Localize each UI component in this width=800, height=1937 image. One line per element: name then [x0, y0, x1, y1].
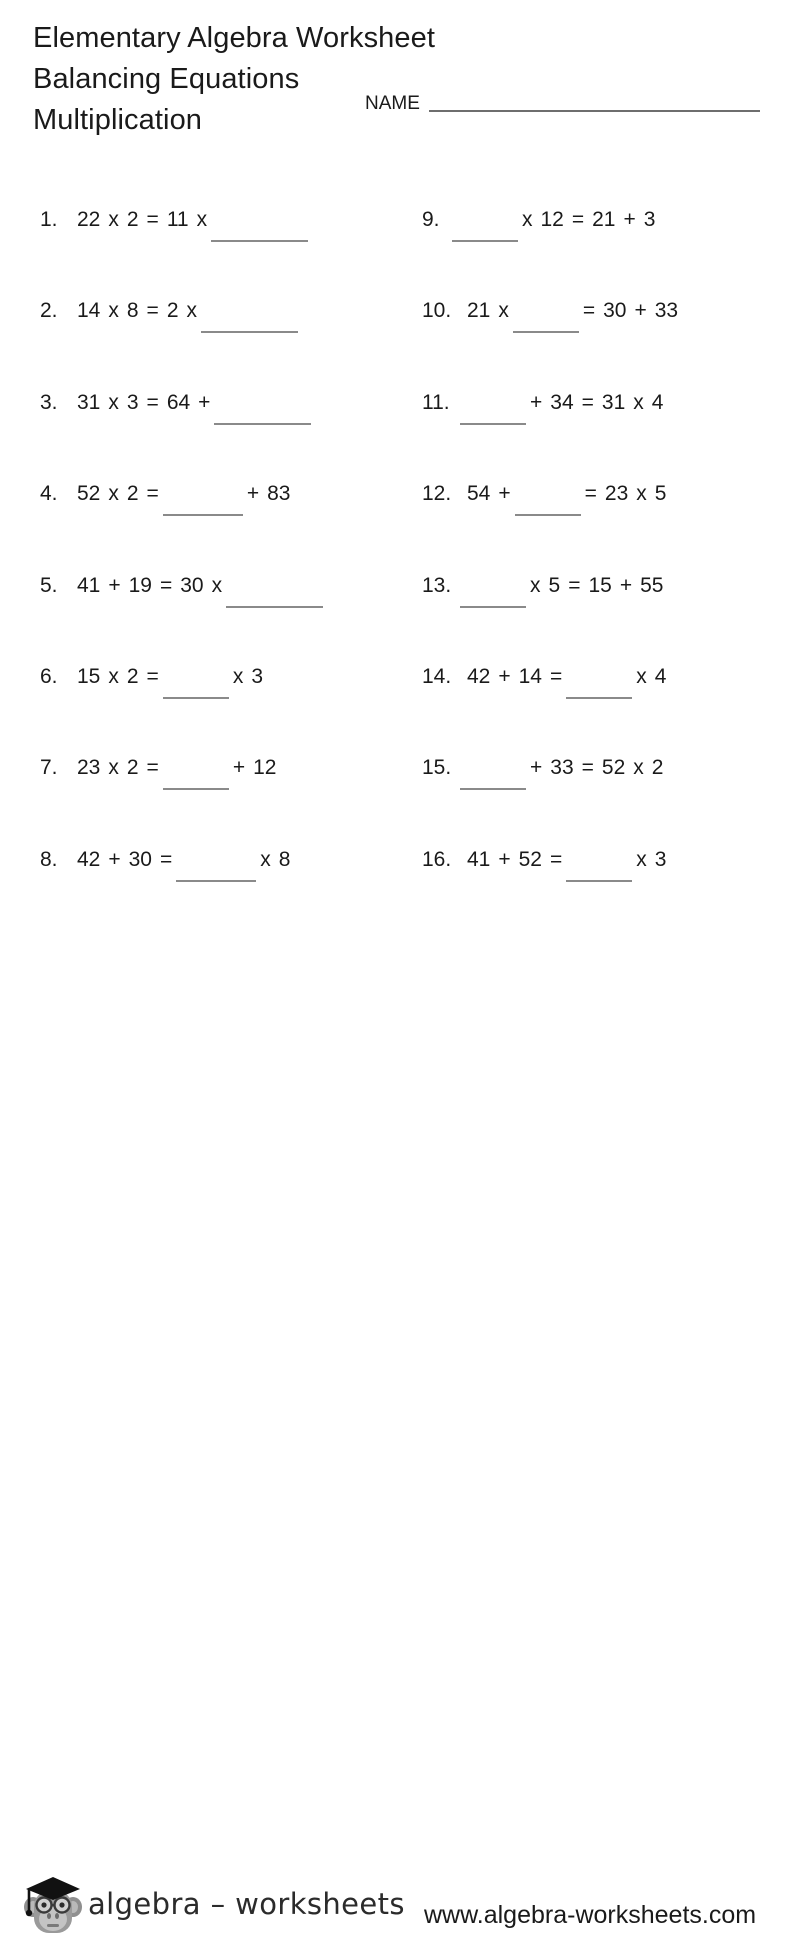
equation-token: 52 — [518, 847, 542, 871]
equation-token: 19 — [128, 573, 152, 597]
problem-number: 9. — [422, 208, 440, 231]
equation-token: = — [159, 847, 173, 871]
equation-token: = — [571, 208, 585, 231]
problem-6 — [40, 664, 267, 690]
problem-2 — [40, 298, 298, 324]
equation-token: = — [146, 208, 159, 231]
worksheet-header — [33, 22, 773, 137]
equation-token: x — [196, 208, 208, 231]
equation-token: 83 — [267, 482, 291, 506]
equation-token: 15 — [77, 664, 101, 688]
problem-number: 6. — [40, 664, 58, 688]
problem-grid — [0, 207, 800, 938]
answer-blank[interactable] — [460, 390, 526, 416]
answer-blank[interactable] — [566, 847, 632, 873]
equation-token: 2 — [126, 664, 139, 688]
equation-token: x — [636, 847, 647, 871]
graduate-ape-mascot-icon — [22, 1871, 84, 1937]
equation-token: 34 — [550, 390, 574, 414]
equation-token: 12 — [253, 756, 277, 780]
equation-token: + — [232, 756, 246, 780]
equation-token: + — [246, 482, 260, 506]
problem-13 — [422, 573, 667, 599]
problem-5 — [40, 573, 323, 599]
problem-1 — [40, 207, 308, 233]
equation-token: x — [260, 847, 271, 871]
problem-number: 12. — [422, 482, 452, 506]
equation-token: x — [108, 482, 119, 506]
equation-token: 2 — [166, 299, 179, 323]
name-label: NAME — [365, 93, 420, 114]
problem-7 — [40, 755, 280, 781]
equation-token: + — [108, 847, 121, 871]
problem-11 — [422, 390, 667, 416]
problem-number: 1. — [40, 208, 58, 231]
equation-token: 21 — [467, 299, 491, 323]
equation-token: x — [530, 573, 541, 597]
equation-token: 55 — [640, 573, 664, 597]
problem-number: 3. — [40, 390, 58, 414]
equation-token: 41 — [467, 847, 491, 871]
brand-name: algebra – worksheets — [88, 1887, 405, 1921]
equation-token: 4 — [654, 664, 667, 688]
answer-blank[interactable] — [460, 755, 526, 781]
equation-token: 8 — [126, 299, 139, 323]
problem-number: 14. — [422, 664, 452, 688]
problem-row — [0, 207, 800, 298]
equation-token: 23 — [604, 482, 629, 506]
problem-9 — [422, 207, 659, 233]
answer-blank[interactable] — [515, 481, 581, 507]
equation-token: = — [582, 299, 596, 323]
problem-row — [0, 755, 800, 846]
equation-token: 5 — [548, 573, 561, 597]
problem-15 — [422, 755, 667, 781]
equation-token: 42 — [77, 847, 101, 871]
equation-token: 52 — [601, 756, 626, 780]
equation-token: = — [549, 664, 563, 688]
problem-number: 5. — [40, 573, 58, 597]
equation-token: + — [634, 299, 647, 323]
equation-token: = — [159, 573, 173, 597]
equation-token: 3 — [643, 208, 656, 231]
problem-number: 8. — [40, 847, 58, 871]
equation-token: + — [108, 573, 121, 597]
problem-number: 11. — [422, 390, 450, 414]
equation-token: = — [549, 847, 563, 871]
answer-blank[interactable] — [460, 573, 526, 599]
equation-token: 14 — [77, 299, 101, 323]
equation-token: 2 — [651, 756, 664, 780]
problem-number: 10. — [422, 299, 452, 323]
worksheet-footer — [0, 935, 800, 1929]
equation-token: 22 — [77, 208, 101, 231]
equation-token: 3 — [654, 847, 667, 871]
equation-token: + — [498, 847, 511, 871]
problem-12 — [422, 481, 670, 507]
problem-number: 4. — [40, 482, 58, 506]
equation-token: 30 — [128, 847, 152, 871]
answer-blank[interactable] — [201, 298, 298, 324]
equation-token: 4 — [651, 390, 664, 414]
problem-3 — [40, 390, 311, 416]
equation-token: 33 — [654, 299, 679, 323]
equation-token: = — [584, 482, 597, 506]
problem-row — [0, 481, 800, 572]
problem-row — [0, 298, 800, 389]
equation-token: x — [232, 664, 244, 688]
equation-token: 2 — [126, 756, 139, 780]
equation-token: 21 — [592, 208, 616, 231]
equation-token: x — [633, 756, 644, 780]
answer-blank[interactable] — [163, 755, 229, 781]
worksheet-topic: Multiplication — [33, 104, 203, 136]
equation-token: 12 — [540, 208, 564, 231]
answer-blank[interactable] — [163, 664, 229, 690]
name-field-row — [365, 93, 760, 115]
equation-token: x — [211, 573, 223, 597]
page-title: Elementary Algebra Worksheet — [33, 22, 436, 54]
name-input-line[interactable] — [429, 110, 760, 112]
equation-token: = — [146, 299, 159, 323]
equation-token: 41 — [77, 573, 101, 597]
equation-token: 54 — [467, 482, 491, 506]
equation-token: + — [498, 482, 511, 506]
answer-blank[interactable] — [226, 573, 323, 599]
answer-blank[interactable] — [513, 298, 579, 324]
problem-number: 2. — [40, 299, 58, 323]
equation-token: 5 — [654, 482, 667, 506]
equation-token: 42 — [467, 664, 491, 688]
equation-token: 31 — [77, 390, 101, 414]
equation-token: = — [581, 756, 594, 780]
equation-token: + — [530, 756, 543, 780]
equation-token: 8 — [278, 847, 291, 871]
problem-number: 15. — [422, 756, 452, 780]
equation-token: 11 — [166, 208, 189, 231]
equation-token: x — [108, 299, 119, 323]
problem-14 — [422, 664, 670, 690]
equation-token: 3 — [251, 664, 263, 688]
equation-token: 23 — [77, 756, 101, 780]
equation-token: + — [623, 208, 636, 231]
equation-token: + — [198, 390, 211, 414]
equation-token: = — [146, 756, 159, 780]
equation-token: 2 — [126, 482, 139, 506]
equation-token: + — [498, 664, 511, 688]
equation-token: x — [108, 664, 119, 688]
equation-token: x — [633, 390, 644, 414]
problem-number: 13. — [422, 573, 452, 597]
problem-16 — [422, 847, 670, 873]
equation-token: x — [636, 482, 647, 506]
answer-blank[interactable] — [163, 481, 243, 507]
equation-token: x — [186, 299, 197, 323]
equation-token: x — [498, 299, 509, 323]
equation-token: x — [108, 756, 119, 780]
equation-token: 30 — [603, 299, 627, 323]
equation-token: 31 — [601, 390, 626, 414]
site-url: www.algebra-worksheets.com — [424, 1901, 757, 1929]
problem-row — [0, 390, 800, 481]
equation-token: = — [581, 390, 594, 414]
worksheet-subtitle: Balancing Equations — [33, 63, 300, 95]
equation-token: x — [522, 208, 533, 231]
equation-token: 52 — [77, 482, 101, 506]
equation-token: = — [146, 390, 159, 414]
equation-token: x — [636, 664, 647, 688]
problem-4 — [40, 481, 294, 507]
answer-blank[interactable] — [566, 664, 632, 690]
equation-token: + — [619, 573, 633, 597]
problem-10 — [422, 298, 682, 324]
problem-number: 7. — [40, 756, 58, 780]
problem-row — [0, 847, 800, 938]
equation-token: = — [146, 664, 159, 688]
equation-token: = — [568, 573, 581, 597]
problem-row — [0, 664, 800, 755]
brand-logo — [22, 1871, 405, 1937]
equation-token: + — [530, 390, 543, 414]
equation-token: 15 — [588, 573, 612, 597]
equation-token: x — [108, 390, 119, 414]
answer-blank[interactable] — [211, 207, 308, 233]
equation-token: 14 — [518, 664, 542, 688]
equation-token: = — [146, 482, 159, 506]
answer-blank[interactable] — [452, 207, 518, 233]
problem-8 — [40, 847, 294, 873]
equation-token: 3 — [126, 390, 139, 414]
answer-blank[interactable] — [214, 390, 311, 416]
equation-token: 2 — [126, 208, 139, 231]
equation-token: x — [108, 208, 119, 231]
answer-blank[interactable] — [176, 847, 256, 873]
equation-token: 30 — [180, 573, 204, 597]
problem-row — [0, 573, 800, 664]
equation-token: 33 — [550, 756, 574, 780]
problem-number: 16. — [422, 847, 452, 871]
equation-token: 64 — [166, 390, 191, 414]
